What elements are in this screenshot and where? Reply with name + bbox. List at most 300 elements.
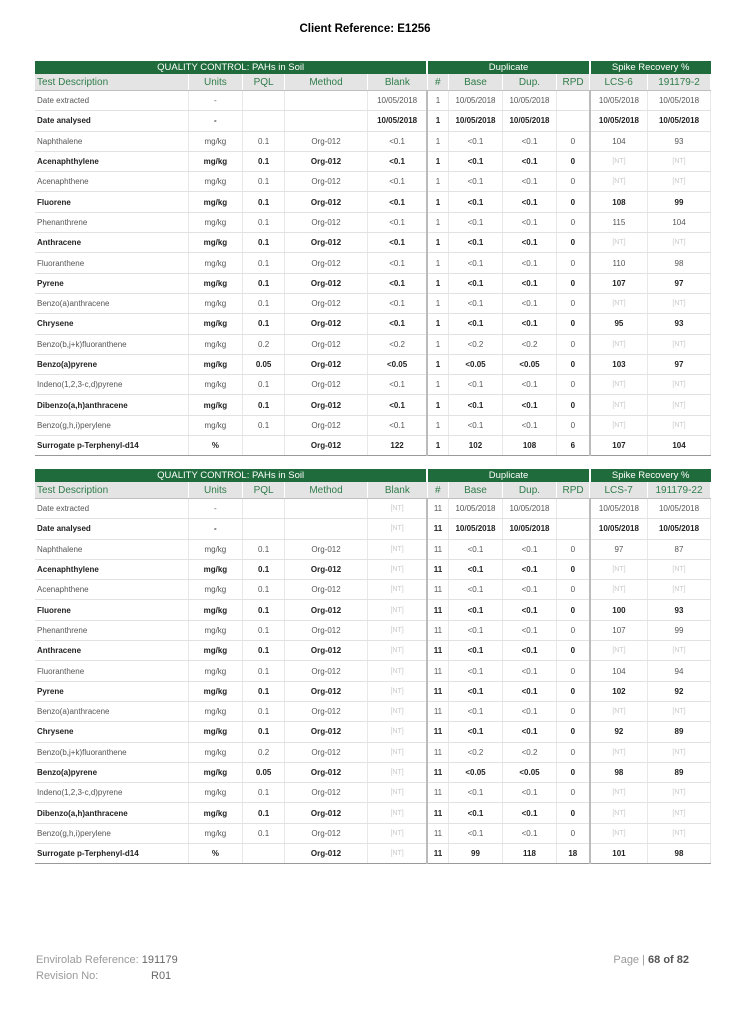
cell-method: Org-012 xyxy=(285,600,368,620)
cell-pql: 0.1 xyxy=(243,293,285,313)
qc-table-1 xyxy=(35,61,711,456)
cell-method: Org-012 xyxy=(285,641,368,661)
cell-method xyxy=(285,519,368,539)
cell-units: mg/kg xyxy=(188,415,243,435)
cell-units: - xyxy=(188,111,243,131)
cell-num: 1 xyxy=(427,253,448,273)
cell-s1: [NT] xyxy=(590,783,648,803)
cell-units: mg/kg xyxy=(188,172,243,192)
cell-base: 102 xyxy=(448,436,503,456)
header-rpd: RPD xyxy=(556,74,590,91)
cell-method: Org-012 xyxy=(285,803,368,823)
cell-num: 11 xyxy=(427,722,448,742)
cell-num: 1 xyxy=(427,334,448,354)
cell-dup: <0.1 xyxy=(503,293,556,313)
cell-blank: [NT] xyxy=(367,620,427,640)
cell-s2: [NT] xyxy=(648,701,711,721)
cell-dup: <0.1 xyxy=(503,803,556,823)
cell-blank: <0.1 xyxy=(367,172,427,192)
cell-num: 11 xyxy=(427,519,448,539)
cell-pql: 0.1 xyxy=(243,395,285,415)
table-row xyxy=(35,701,711,721)
cell-s1: [NT] xyxy=(590,823,648,843)
cell-dup: <0.1 xyxy=(503,783,556,803)
cell-method: Org-012 xyxy=(285,233,368,253)
cell-units: mg/kg xyxy=(188,600,243,620)
cell-units: mg/kg xyxy=(188,661,243,681)
cell-base: <0.1 xyxy=(448,539,503,559)
cell-method: Org-012 xyxy=(285,844,368,864)
cell-rpd: 0 xyxy=(556,354,590,374)
cell-units: mg/kg xyxy=(188,762,243,782)
cell-blank: <0.1 xyxy=(367,253,427,273)
cell-s2: 104 xyxy=(648,212,711,232)
table-row xyxy=(35,334,711,354)
cell-base: <0.1 xyxy=(448,803,503,823)
cell-blank: <0.1 xyxy=(367,395,427,415)
cell-s1: 95 xyxy=(590,314,648,334)
revision-value: R01 xyxy=(151,970,172,982)
cell-num: 11 xyxy=(427,499,448,519)
cell-s2: [NT] xyxy=(648,641,711,661)
cell-s2: 99 xyxy=(648,192,711,212)
cell-num: 1 xyxy=(427,151,448,171)
cell-rpd: 0 xyxy=(556,681,590,701)
cell-dup: <0.1 xyxy=(503,273,556,293)
cell-s1: 101 xyxy=(590,844,648,864)
cell-method: Org-012 xyxy=(285,559,368,579)
cell-blank: 122 xyxy=(367,436,427,456)
cell-units: mg/kg xyxy=(188,559,243,579)
cell-s2: 87 xyxy=(648,539,711,559)
cell-pql: 0.1 xyxy=(243,580,285,600)
cell-base: <0.1 xyxy=(448,375,503,395)
cell-blank: [NT] xyxy=(367,580,427,600)
cell-rpd xyxy=(556,91,590,111)
cell-s1: [NT] xyxy=(590,334,648,354)
cell-base: <0.1 xyxy=(448,681,503,701)
cell-rpd: 0 xyxy=(556,539,590,559)
cell-dup: <0.1 xyxy=(503,823,556,843)
cell-pql: 0.1 xyxy=(243,641,285,661)
cell-dup: <0.1 xyxy=(503,539,556,559)
header-s2: 191179-22 xyxy=(648,482,711,499)
cell-method: Org-012 xyxy=(285,620,368,640)
cell-blank: [NT] xyxy=(367,681,427,701)
cell-s1: 104 xyxy=(590,661,648,681)
cell-method: Org-012 xyxy=(285,354,368,374)
cell-desc: Acenaphthene xyxy=(35,172,188,192)
cell-base: 99 xyxy=(448,844,503,864)
cell-s2: 10/05/2018 xyxy=(648,519,711,539)
cell-pql: 0.1 xyxy=(243,661,285,681)
cell-dup: <0.2 xyxy=(503,742,556,762)
cell-s2: 92 xyxy=(648,681,711,701)
cell-desc: Dibenzo(a,h)anthracene xyxy=(35,803,188,823)
cell-rpd: 0 xyxy=(556,620,590,640)
table-row xyxy=(35,172,711,192)
cell-rpd xyxy=(556,519,590,539)
table-row xyxy=(35,91,711,111)
cell-base: <0.1 xyxy=(448,600,503,620)
cell-units: mg/kg xyxy=(188,823,243,843)
cell-blank: 10/05/2018 xyxy=(367,111,427,131)
cell-units: mg/kg xyxy=(188,580,243,600)
cell-desc: Phenanthrene xyxy=(35,620,188,640)
cell-rpd: 0 xyxy=(556,253,590,273)
cell-s1: [NT] xyxy=(590,701,648,721)
cell-rpd: 0 xyxy=(556,415,590,435)
cell-rpd: 0 xyxy=(556,641,590,661)
cell-rpd: 0 xyxy=(556,314,590,334)
header-desc: Test Description xyxy=(35,482,188,499)
cell-blank: <0.1 xyxy=(367,233,427,253)
cell-desc: Fluorene xyxy=(35,192,188,212)
cell-pql: 0.1 xyxy=(243,151,285,171)
cell-base: <0.1 xyxy=(448,151,503,171)
cell-s2: 93 xyxy=(648,131,711,151)
cell-method: Org-012 xyxy=(285,415,368,435)
cell-units: mg/kg xyxy=(188,334,243,354)
cell-pql: 0.1 xyxy=(243,273,285,293)
table-row xyxy=(35,762,711,782)
cell-base: <0.1 xyxy=(448,641,503,661)
cell-blank: <0.05 xyxy=(367,354,427,374)
cell-dup: <0.1 xyxy=(503,415,556,435)
cell-s1: [NT] xyxy=(590,415,648,435)
cell-rpd: 6 xyxy=(556,436,590,456)
cell-base: 10/05/2018 xyxy=(448,499,503,519)
cell-method: Org-012 xyxy=(285,823,368,843)
cell-num: 1 xyxy=(427,314,448,334)
cell-s2: [NT] xyxy=(648,395,711,415)
cell-base: <0.05 xyxy=(448,762,503,782)
cell-dup: 10/05/2018 xyxy=(503,111,556,131)
cell-base: <0.1 xyxy=(448,273,503,293)
page-value: 68 of 82 xyxy=(648,954,689,966)
cell-pql: 0.1 xyxy=(243,539,285,559)
cell-num: 11 xyxy=(427,844,448,864)
cell-blank: <0.1 xyxy=(367,273,427,293)
cell-rpd: 0 xyxy=(556,580,590,600)
cell-units: mg/kg xyxy=(188,620,243,640)
cell-s1: 108 xyxy=(590,192,648,212)
cell-s1: 10/05/2018 xyxy=(590,111,648,131)
cell-pql xyxy=(243,519,285,539)
cell-rpd: 0 xyxy=(556,293,590,313)
cell-num: 1 xyxy=(427,354,448,374)
cell-desc: Indeno(1,2,3-c,d)pyrene xyxy=(35,783,188,803)
cell-dup: <0.05 xyxy=(503,762,556,782)
cell-pql xyxy=(243,436,285,456)
cell-pql: 0.1 xyxy=(243,253,285,273)
cell-desc: Date extracted xyxy=(35,499,188,519)
cell-method: Org-012 xyxy=(285,375,368,395)
cell-desc: Naphthalene xyxy=(35,539,188,559)
cell-num: 11 xyxy=(427,762,448,782)
cell-desc: Surrogate p-Terphenyl-d14 xyxy=(35,844,188,864)
cell-base: <0.1 xyxy=(448,823,503,843)
cell-units: mg/kg xyxy=(188,212,243,232)
envirolab-reference xyxy=(36,954,178,966)
table-row xyxy=(35,803,711,823)
band-qc: QUALITY CONTROL: PAHs in Soil xyxy=(35,61,427,74)
cell-method: Org-012 xyxy=(285,131,368,151)
cell-method: Org-012 xyxy=(285,151,368,171)
cell-base: <0.1 xyxy=(448,212,503,232)
cell-dup: <0.1 xyxy=(503,151,556,171)
cell-pql: 0.05 xyxy=(243,762,285,782)
cell-dup: <0.2 xyxy=(503,334,556,354)
cell-pql: 0.1 xyxy=(243,681,285,701)
cell-base: <0.2 xyxy=(448,742,503,762)
cell-blank: [NT] xyxy=(367,722,427,742)
header-num: # xyxy=(427,74,448,91)
cell-rpd: 0 xyxy=(556,783,590,803)
cell-dup: <0.1 xyxy=(503,600,556,620)
cell-s1: [NT] xyxy=(590,580,648,600)
cell-s1: [NT] xyxy=(590,395,648,415)
cell-s2: 97 xyxy=(648,273,711,293)
cell-pql: 0.1 xyxy=(243,600,285,620)
table-row xyxy=(35,499,711,519)
cell-num: 1 xyxy=(427,233,448,253)
cell-s1: [NT] xyxy=(590,742,648,762)
cell-pql xyxy=(243,111,285,131)
cell-desc: Benzo(a)pyrene xyxy=(35,762,188,782)
header-blank: Blank xyxy=(367,482,427,499)
cell-method: Org-012 xyxy=(285,253,368,273)
cell-rpd: 0 xyxy=(556,334,590,354)
cell-units: mg/kg xyxy=(188,131,243,151)
cell-blank: [NT] xyxy=(367,742,427,762)
cell-s2: [NT] xyxy=(648,334,711,354)
cell-s1: 107 xyxy=(590,273,648,293)
cell-method: Org-012 xyxy=(285,192,368,212)
cell-rpd: 18 xyxy=(556,844,590,864)
cell-s1: [NT] xyxy=(590,641,648,661)
cell-num: 11 xyxy=(427,580,448,600)
header-s1: LCS-6 xyxy=(590,74,648,91)
cell-num: 11 xyxy=(427,641,448,661)
cell-s1: [NT] xyxy=(590,293,648,313)
header-units: Units xyxy=(188,482,243,499)
cell-rpd: 0 xyxy=(556,233,590,253)
cell-blank: <0.1 xyxy=(367,375,427,395)
cell-desc: Chrysene xyxy=(35,314,188,334)
cell-blank: [NT] xyxy=(367,641,427,661)
page-label: Page | xyxy=(613,954,645,966)
cell-rpd: 0 xyxy=(556,742,590,762)
cell-blank: <0.1 xyxy=(367,151,427,171)
header-units: Units xyxy=(188,74,243,91)
cell-units: mg/kg xyxy=(188,742,243,762)
cell-pql: 0.1 xyxy=(243,722,285,742)
cell-method: Org-012 xyxy=(285,742,368,762)
client-reference-title: Client Reference: E1256 xyxy=(299,23,431,35)
cell-s1: [NT] xyxy=(590,172,648,192)
table-row xyxy=(35,375,711,395)
cell-method: Org-012 xyxy=(285,395,368,415)
cell-s2: 10/05/2018 xyxy=(648,111,711,131)
cell-pql xyxy=(243,844,285,864)
table-row xyxy=(35,233,711,253)
table-row xyxy=(35,436,711,456)
cell-dup: 10/05/2018 xyxy=(503,91,556,111)
cell-blank: <0.1 xyxy=(367,314,427,334)
cell-rpd: 0 xyxy=(556,375,590,395)
envirolab-reference-label: Envirolab Reference: xyxy=(36,954,139,966)
cell-num: 1 xyxy=(427,415,448,435)
cell-desc: Fluorene xyxy=(35,600,188,620)
cell-s2: 89 xyxy=(648,722,711,742)
cell-method: Org-012 xyxy=(285,661,368,681)
cell-base: <0.1 xyxy=(448,783,503,803)
cell-units: mg/kg xyxy=(188,151,243,171)
cell-method: Org-012 xyxy=(285,539,368,559)
cell-blank: <0.1 xyxy=(367,212,427,232)
cell-s1: 110 xyxy=(590,253,648,273)
table-row xyxy=(35,519,711,539)
cell-blank: 10/05/2018 xyxy=(367,91,427,111)
cell-method: Org-012 xyxy=(285,681,368,701)
cell-pql: 0.2 xyxy=(243,742,285,762)
cell-rpd xyxy=(556,111,590,131)
cell-base: <0.2 xyxy=(448,334,503,354)
cell-s2: [NT] xyxy=(648,293,711,313)
table-row xyxy=(35,539,711,559)
cell-rpd: 0 xyxy=(556,395,590,415)
cell-dup: <0.1 xyxy=(503,131,556,151)
cell-dup: <0.1 xyxy=(503,722,556,742)
cell-desc: Date analysed xyxy=(35,519,188,539)
cell-desc: Chrysene xyxy=(35,722,188,742)
cell-pql: 0.1 xyxy=(243,314,285,334)
cell-blank: <0.2 xyxy=(367,334,427,354)
cell-desc: Naphthalene xyxy=(35,131,188,151)
cell-rpd: 0 xyxy=(556,823,590,843)
cell-s2: [NT] xyxy=(648,559,711,579)
cell-pql: 0.1 xyxy=(243,192,285,212)
cell-s2: 99 xyxy=(648,620,711,640)
cell-blank: [NT] xyxy=(367,844,427,864)
cell-rpd xyxy=(556,499,590,519)
cell-pql: 0.05 xyxy=(243,354,285,374)
cell-num: 1 xyxy=(427,192,448,212)
table-row xyxy=(35,600,711,620)
band-duplicate: Duplicate xyxy=(427,61,590,74)
cell-blank: <0.1 xyxy=(367,293,427,313)
cell-base: <0.1 xyxy=(448,172,503,192)
cell-method: Org-012 xyxy=(285,722,368,742)
cell-blank: [NT] xyxy=(367,499,427,519)
table-row xyxy=(35,620,711,640)
cell-desc: Date extracted xyxy=(35,91,188,111)
cell-s2: [NT] xyxy=(648,172,711,192)
cell-rpd: 0 xyxy=(556,192,590,212)
cell-rpd: 0 xyxy=(556,701,590,721)
cell-s1: 107 xyxy=(590,620,648,640)
band-spike-recovery: Spike Recovery % xyxy=(590,469,711,482)
cell-method: Org-012 xyxy=(285,314,368,334)
table-row xyxy=(35,844,711,864)
cell-s1: 104 xyxy=(590,131,648,151)
cell-method: Org-012 xyxy=(285,273,368,293)
band-spike-recovery: Spike Recovery % xyxy=(590,61,711,74)
cell-method xyxy=(285,111,368,131)
cell-desc: Dibenzo(a,h)anthracene xyxy=(35,395,188,415)
cell-desc: Acenaphthene xyxy=(35,580,188,600)
cell-units: mg/kg xyxy=(188,701,243,721)
cell-dup: <0.1 xyxy=(503,681,556,701)
cell-units: % xyxy=(188,844,243,864)
cell-s2: 98 xyxy=(648,844,711,864)
cell-dup: <0.1 xyxy=(503,253,556,273)
cell-base: <0.1 xyxy=(448,559,503,579)
cell-method xyxy=(285,499,368,519)
cell-base: 10/05/2018 xyxy=(448,519,503,539)
cell-num: 1 xyxy=(427,395,448,415)
cell-num: 1 xyxy=(427,293,448,313)
cell-method: Org-012 xyxy=(285,701,368,721)
cell-desc: Benzo(b,j+k)fluoranthene xyxy=(35,742,188,762)
cell-dup: <0.1 xyxy=(503,641,556,661)
header-pql: PQL xyxy=(243,482,285,499)
cell-num: 1 xyxy=(427,111,448,131)
cell-desc: Fluoranthene xyxy=(35,661,188,681)
cell-pql xyxy=(243,91,285,111)
cell-pql: 0.1 xyxy=(243,701,285,721)
cell-s1: [NT] xyxy=(590,803,648,823)
cell-dup: 118 xyxy=(503,844,556,864)
table-row xyxy=(35,212,711,232)
cell-num: 11 xyxy=(427,701,448,721)
cell-rpd: 0 xyxy=(556,212,590,232)
cell-units: mg/kg xyxy=(188,293,243,313)
cell-num: 1 xyxy=(427,436,448,456)
cell-num: 11 xyxy=(427,783,448,803)
cell-dup: 108 xyxy=(503,436,556,456)
cell-method: Org-012 xyxy=(285,580,368,600)
cell-blank: [NT] xyxy=(367,559,427,579)
cell-pql: 0.1 xyxy=(243,415,285,435)
cell-method: Org-012 xyxy=(285,212,368,232)
cell-s1: 102 xyxy=(590,681,648,701)
cell-num: 1 xyxy=(427,212,448,232)
cell-base: <0.1 xyxy=(448,661,503,681)
cell-method: Org-012 xyxy=(285,334,368,354)
cell-dup: <0.1 xyxy=(503,192,556,212)
cell-desc: Surrogate p-Terphenyl-d14 xyxy=(35,436,188,456)
header-blank: Blank xyxy=(367,74,427,91)
cell-s2: 10/05/2018 xyxy=(648,499,711,519)
cell-units: mg/kg xyxy=(188,375,243,395)
cell-s2: 104 xyxy=(648,436,711,456)
cell-num: 11 xyxy=(427,559,448,579)
cell-s2: 93 xyxy=(648,600,711,620)
cell-pql: 0.1 xyxy=(243,233,285,253)
cell-desc: Phenanthrene xyxy=(35,212,188,232)
cell-s2: [NT] xyxy=(648,375,711,395)
cell-base: <0.1 xyxy=(448,580,503,600)
cell-base: <0.1 xyxy=(448,395,503,415)
revision-label: Revision No: xyxy=(36,970,99,982)
cell-pql: 0.1 xyxy=(243,131,285,151)
header-s1: LCS-7 xyxy=(590,482,648,499)
cell-rpd: 0 xyxy=(556,151,590,171)
band-duplicate: Duplicate xyxy=(427,469,590,482)
cell-rpd: 0 xyxy=(556,762,590,782)
